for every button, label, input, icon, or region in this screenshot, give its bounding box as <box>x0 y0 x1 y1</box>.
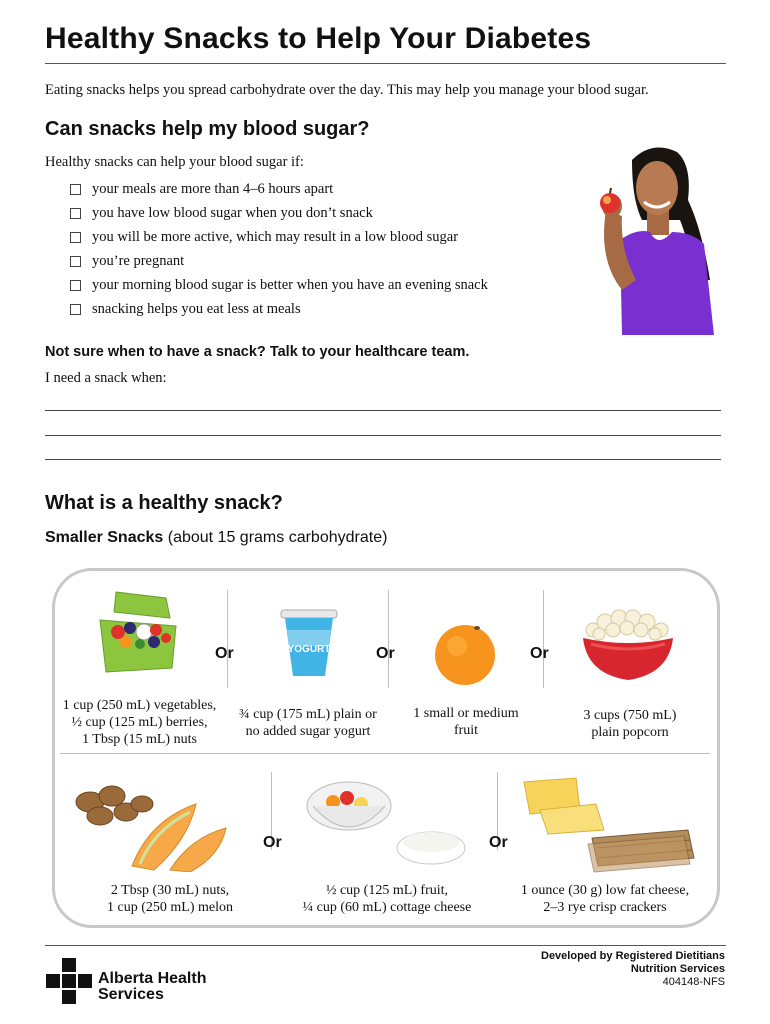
checkbox[interactable] <box>70 232 81 243</box>
checklist-item-label: your meals are more than 4–6 hours apart <box>92 180 334 197</box>
healthcare-team-note: Not sure when to have a snack? Talk to your healthcare team. <box>45 344 470 360</box>
nuts-melon-icon <box>70 780 236 872</box>
carb-amount-note: (about 15 grams carbohydrate) <box>163 529 388 546</box>
column-divider <box>227 590 228 688</box>
checklist-item-label: you have low blood sugar when you don’t snack <box>92 204 373 221</box>
reasons-checklist <box>70 177 488 321</box>
logo-line: Services <box>98 986 164 1003</box>
checkbox[interactable] <box>70 256 81 267</box>
logo-wordmark <box>98 971 206 1003</box>
checklist-item <box>70 225 488 249</box>
fruit-cottage-cheese-icon <box>303 776 475 872</box>
write-in-line[interactable] <box>45 435 721 436</box>
checklist-item <box>70 201 488 225</box>
smaller-snacks-subheading <box>45 529 387 547</box>
checklist-item <box>70 177 488 201</box>
checklist-item-label: snacking helps you eat less at meals <box>92 300 301 317</box>
alberta-health-services-logo <box>46 958 92 1004</box>
popcorn-bowl-icon <box>579 604 677 682</box>
checkbox[interactable] <box>70 208 81 219</box>
title-divider <box>45 63 726 64</box>
checklist-item-label: you will be more active, which may result in a low blood sugar <box>92 228 459 245</box>
section-heading-healthy-snack: What is a healthy snack? <box>45 492 283 514</box>
orange-icon <box>433 622 497 686</box>
or-label: Or <box>489 834 508 851</box>
write-in-line[interactable] <box>45 410 721 411</box>
snack-caption: 1 small or medium fruit <box>413 706 519 738</box>
checklist-item <box>70 273 488 297</box>
checklist-item <box>70 249 488 273</box>
footer-divider <box>45 945 726 946</box>
checklist-item <box>70 297 488 321</box>
intro-text: Eating snacks helps you spread carbohydrate over the day. This may help you manage your blood sugar. <box>45 82 649 98</box>
checklist-item-label: your morning blood sugar is better when you have an evening snack <box>92 276 488 293</box>
snack-caption: 3 cups (750 mL) plain popcorn <box>583 708 677 740</box>
row-divider <box>60 753 710 754</box>
checkbox[interactable] <box>70 280 81 291</box>
checkbox[interactable] <box>70 184 81 195</box>
document-code: 404148-NFS <box>662 976 725 988</box>
snack-caption: ¾ cup (175 mL) plain or no added sugar yogurt <box>239 707 377 739</box>
write-in-line[interactable] <box>45 459 721 460</box>
snack-caption: ½ cup (125 mL) fruit, ¼ cup (60 mL) cottage cheese <box>302 883 472 915</box>
footer-credits <box>541 950 725 989</box>
page-title: Healthy Snacks to Help Your Diabetes <box>45 22 592 55</box>
checklist-item-label: you’re pregnant <box>92 252 185 269</box>
logo-line: Alberta Health <box>98 970 207 987</box>
or-label: Or <box>530 645 549 662</box>
department: Nutrition Services <box>630 963 725 975</box>
yogurt-label: YOGURT <box>287 644 331 655</box>
woman-with-apple-photo <box>592 140 720 335</box>
developed-by: Developed by Registered Dietitians <box>541 950 725 962</box>
snack-when-prompt: I need a snack when: <box>45 370 167 386</box>
vegetables-lunchbox-icon <box>96 588 180 676</box>
yogurt-cup-icon <box>279 608 339 680</box>
column-divider <box>543 590 544 688</box>
smaller-snacks-label: Smaller Snacks <box>45 529 164 546</box>
section-heading-snacks-help: Can snacks help my blood sugar? <box>45 118 370 140</box>
or-label: Or <box>215 645 234 662</box>
checkbox[interactable] <box>70 304 81 315</box>
snack-caption: 1 ounce (30 g) low fat cheese, 2–3 rye crisp crackers <box>520 883 690 915</box>
cheese-crackers-icon <box>520 774 702 874</box>
or-label: Or <box>376 645 395 662</box>
snack-caption: 1 cup (250 mL) vegetables, ½ cup (125 mL) berries, 1 Tbsp (15 mL) nuts <box>62 698 217 747</box>
column-divider <box>388 590 389 688</box>
checklist-lead: Healthy snacks can help your blood sugar if: <box>45 154 304 170</box>
or-label: Or <box>263 834 282 851</box>
snack-caption: 2 Tbsp (30 mL) nuts, 1 cup (250 mL) melon <box>107 883 233 915</box>
